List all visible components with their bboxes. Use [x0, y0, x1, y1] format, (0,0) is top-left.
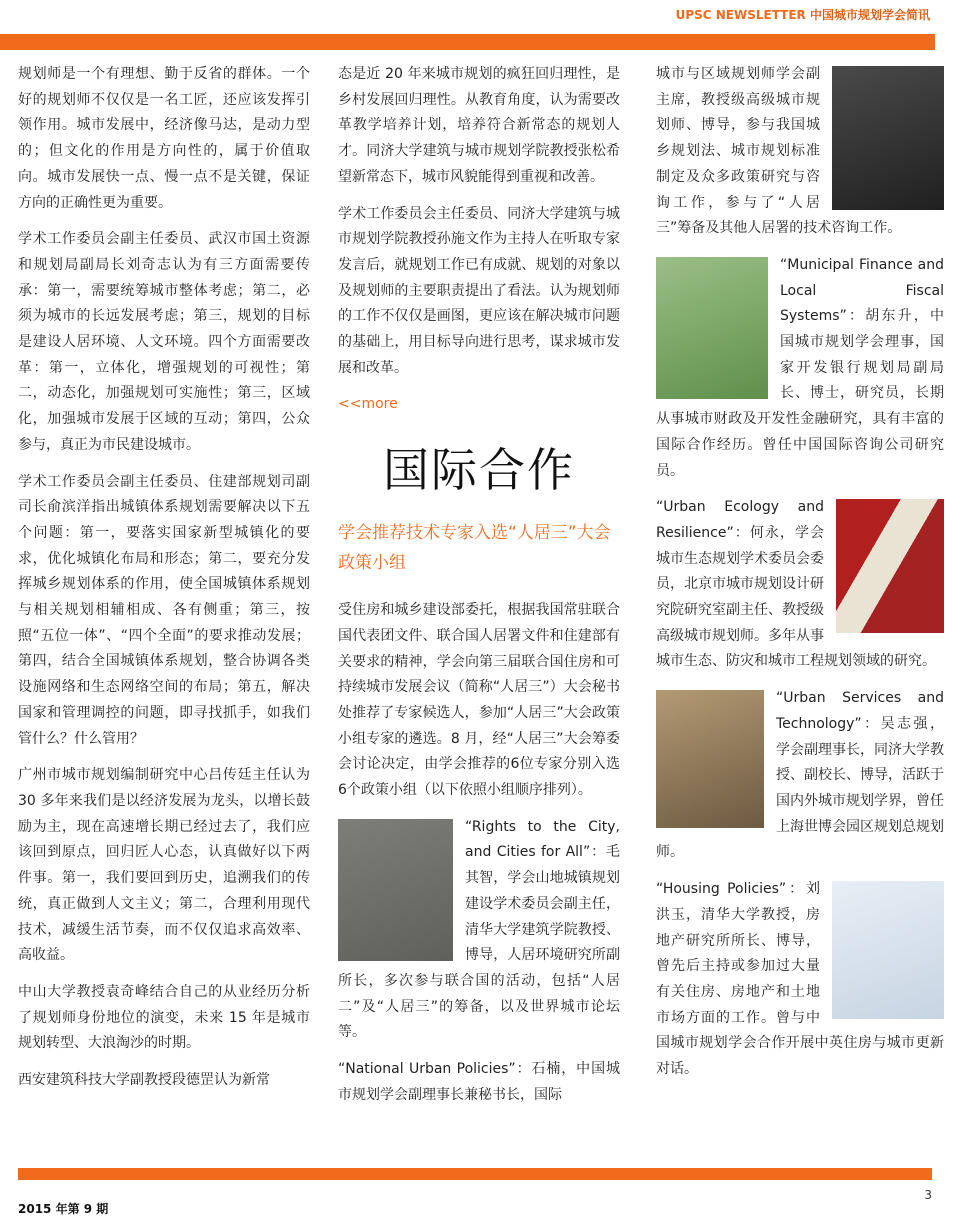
society-name: 中国城市规划学会简讯: [809, 8, 930, 22]
expert-bio: “National Urban Policies”：石楠，中国城市规划学会副理事长兼秘书长，国际: [338, 1061, 620, 1103]
article-paragraph: 学术工作委员会主任委员、同济大学建筑与城市规划学院教授孙施文作为主持人在听取专家发言后，就规划工作已有成就、规划的对象以及规划师的主要职责提出了看法。认为规划师的工作不仅仅是画图，更应该在解决城市问题的基础上，用目标导向进行思考，谋求城市发展和改革。: [338, 205, 620, 376]
article-paragraph: 规划师是一个有理想、勤于反省的群体。一个好的规划师不仅仅是一名工匠，还应该发挥引领作用。城市发展中，经济像马达，是动力型的；但文化的作用是方向性的，属于价值取向。城市发展快一点、慢一点不是关键，保证方向的正确性更为重要。: [18, 66, 310, 211]
article-intro: 受住房和城乡建设部委托，根据我国常驻联合国代表团文件、联合国人居署文件和住建部有关要求的精神，学会向第三届联合国住房和可持续城市发展会议（简称“人居三”）大会秘书处推荐了专家候选人，参加“人居三”大会政策小组专家的遴选。8 月，经“人居三”大会筹委会讨论决定，由学会推荐的6位专家分别入选6个政策小组（以下依照小组顺序排列）。: [338, 602, 620, 799]
article-paragraph: 学术工作委员会副主任委员、武汉市国土资源和规划局副局长刘奇志认为有三方面需要传承：第一，需要统筹城市整体考虑；第二，必须为城市的长远发展考虑；第三，规划的目标是建设人居环境、人文环境。四个方面需要改革：第一，立体化，增强规划的可视性；第二，动态化，加强规划可实施性；第三，区域化，加强城市发展于区域的互动；第四，公众参与，真正为市民建设城市。: [18, 231, 310, 453]
more-link[interactable]: <<more: [338, 396, 398, 413]
article-paragraph: 西安建筑科技大学副教授段德罡认为新常: [18, 1072, 270, 1089]
expert-bio: “Urban Ecology and Resilience”：何永，学会城市生态规划学术委员会委员，北京市城市规划设计研究院研究室副主任、教授级高级城市规划师。多年从事城市生态、防灾和城市工程规划领域的研究。: [656, 499, 936, 670]
expert-bio: “Rights to the City, and Cities for All”：毛其智，学会山地城镇规划建设学术委员会副主任，清华大学建筑学院教授、博导，人居环境研究所副所长，多次参与联合国的活动，包括“人居二”及“人居三”的筹备，以及世界城市论坛等。: [338, 818, 620, 1041]
expert-photo-liu-hongyu: [832, 881, 944, 1019]
column-middle: [338, 62, 620, 1120]
article-paragraph: 中山大学教授袁奇峰结合自己的从业经历分析了规划师身份地位的演变，未来 15 年是城市规划转型、大浪淘沙的时期。: [18, 983, 310, 1052]
newsletter-header: [676, 6, 930, 23]
footer-orange-bar: [18, 1168, 932, 1180]
article-paragraph: 广州市城市规划编制研究中心吕传廷主任认为 30 多年来我们是以经济发展为龙头，以增长鼓励为主，现在高速增长期已经过去了，我们应该回到原点，回归匠人心态，认真做好以下两件事。第一，我们要回到历史，追溯我们的传统，真正做到人文主义；第二，合理利用现代技术，减缓生活节奏，而不仅仅追求高效率、高收益。: [18, 767, 310, 964]
expert-photo-mao-qizhi: [338, 819, 453, 961]
expert-photo-hu-dongsheng: [656, 257, 768, 399]
expert-photo-shi-nan: [832, 66, 944, 210]
expert-photo-he-yong: [836, 499, 944, 633]
column-left: [18, 62, 310, 1105]
page-number: 3: [924, 1188, 932, 1202]
issue-label: 2015 年第 9 期: [18, 1202, 109, 1216]
article-subtitle: 学会推荐技术专家入选“人居三”大会政策小组: [338, 523, 611, 574]
expert-bio: “Municipal Finance and Local Fiscal Systems”：胡东升，中国城市规划学会理事，国家开发银行规划局副局长、博士，研究员，长期从事城市财政及开发性金融研究，具有丰富的国际合作经历。曾任中国国际咨询公司研究员。: [656, 256, 944, 479]
article-paragraph: 态是近 20 年来城市规划的疯狂回归理性，是乡村发展回归理性。从教育角度，认为需要改革教学培养计划，培养符合新常态的规划人才。同济大学建筑与城市规划学院教授张松希望新常态下，城市风貌能得到重视和改善。: [338, 66, 620, 185]
expert-bio: 城市与区域规划师学会副主席，教授级高级城市规划师、博导，参与我国城乡规划法、城市规划标准制定及众多政策研究与咨询工作，参与了“人居三”筹备及其他人居署的技术咨询工作。: [656, 66, 902, 237]
expert-bio: “Urban Services and Technology”：吴志强，学会副理事长，同济大学教授、副校长、博导，活跃于国内外城市规划学界，曾任上海世博会园区规划总规划师。: [656, 690, 944, 861]
newsletter-label: UPSC NEWSLETTER: [675, 8, 806, 22]
expert-photo-wu-zhiqiang: [656, 690, 764, 828]
section-title: 国际合作: [383, 443, 575, 498]
column-right: [656, 62, 944, 1094]
article-paragraph: 学术工作委员会副主任委员、住建部规划司副司长俞滨洋指出城镇体系规划需要解决以下五个问题：第一，要落实国家新型城镇化的要求，优化城镇化布局和形态；第二，要充分发挥城乡规划体系的作用，使全国城镇体系规划与相关规划相辅相成、各有侧重；第三，按照“五位一体”、“四个全面”的要求推动发展；第四，结合全国城镇体系规划，整合协调各类设施网络和生态网络空间的布局；第五，解决国家和管理调控的问题，即寻找抓手，如我们管什么？什么管用？: [18, 473, 310, 747]
expert-bio: “Housing Policies”：刘洪玉，清华大学教授，房地产研究所所长、博导，曾先后主持或参加过大量有关住房、房地产和土地市场方面的工作。曾与中国城市规划学会合作开展中英住房与城市更新对话。: [656, 881, 944, 1078]
header-orange-bar: [0, 34, 935, 50]
